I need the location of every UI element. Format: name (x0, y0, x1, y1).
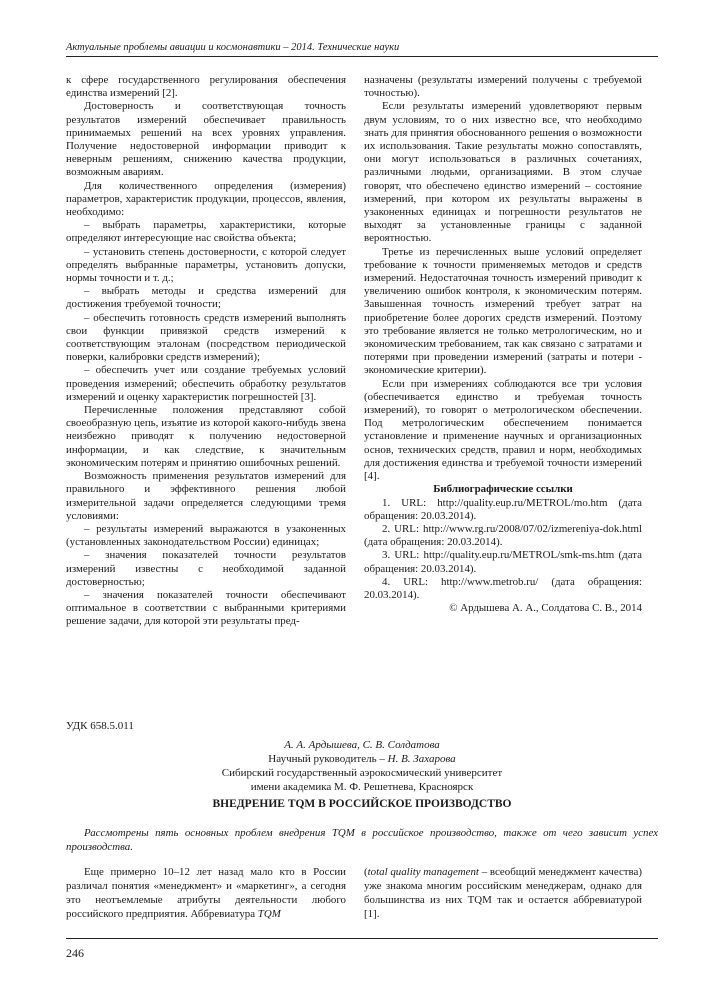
paragraph: Третье из перечисленных выше условий определяет требование к точности применяемых методов и средств измерений. Недостаточная точность измерений приводит к увеличению ошибок контроля, к экономическим потерям. Завышенная точность измерений требует затрат на приобретение более дорогих средств измерений. Поэтому это требование является не только метрологическим, но и экономическим требованием, так как связано с затратами и потерями при проведении измерений (затраты и потери - экономические критерии). (364, 245, 642, 377)
supervisor-name: Н. В. Захарова (387, 753, 456, 765)
bibliography-item: 1. URL: http://quality.eup.ru/METROL/mo.htm (дата обращения: 20.03.2014). (364, 496, 642, 522)
right-column (364, 74, 642, 615)
footer-rule (66, 938, 658, 939)
tqm-term: TQM (257, 908, 281, 920)
paragraph: Достоверность и соответствующая точность результатов измерений обеспечивает правильность принимаемых решений на всех уровнях управления. Получение недостоверной информации приводит к неверным решениям, снижению качества продукции, возможным авариям. (66, 100, 346, 179)
author-block (66, 738, 658, 794)
affiliation-line-1: Сибирский государственный аэрокосмический университет (221, 767, 503, 779)
paragraph: – выбрать параметры, характеристики, которые определяют интересующие нас свойства объекта; (66, 219, 346, 245)
paragraph: – установить степень достоверности, с которой следует определять выбранные параметры, установить допуски, нормы точности и т. д.; (66, 245, 346, 285)
copyright: © Ардышева А. А., Солдатова С. В., 2014 (449, 602, 642, 615)
page-number: 246 (66, 946, 84, 960)
paragraph: Возможность применения результатов измерений для правильного и эффективного решения любой измерительной задачи определяется следующими тремя условиями: (66, 470, 346, 522)
intro-right: (total quality management – всеобщий менеджмент качества) уже знакома многим российским менеджерам, однако для большинства из них TQM так и остается аббревиатурой [1]. (364, 866, 643, 920)
bibliography-item: 3. URL: http://quality.eup.ru/METROL/smk-ms.htm (дата обращения: 20.03.2014). (364, 549, 642, 575)
article-title: ВНЕДРЕНИЕ TQM В РОССИЙСКОЕ ПРОИЗВОДСТВО (212, 798, 512, 810)
bibliography-title: Библиографические ссылки (433, 483, 573, 496)
abstract: Рассмотрены пять основных проблем внедрения TQM в российское производство, также от чего зависит успех производства. (66, 827, 658, 853)
paragraph: – значения показателей точности результатов измерений известны с необходимой заданной достоверностью; (66, 549, 346, 588)
authors: А. А. Ардышева, С. В. Солдатова (284, 739, 440, 751)
left-column (66, 74, 346, 629)
bibliography-item: 2. URL: http://www.rg.ru/2008/07/02/izmereniya-dok.html (дата обращения: 20.03.2014). (364, 522, 642, 549)
paragraph: Если при измерениях соблюдаются все три условия (обеспечивается единство и требуемая точность измерений), то говорят о метрологическом обеспечении. Под метрологическим обеспечением понимается установление и применение научных и организационных основ, технических средств, правил и норм, необходимых для достижения единства и требуемой точности измерений [4]. (364, 377, 642, 483)
paragraph: – обеспечить учет или создание требуемых условий проведения измерений; обеспечить обработку результатов измерений и оценку характеристик погрешностей [3]. (66, 364, 346, 403)
running-header: Актуальные проблемы авиации и космонавтики – 2014. Технические науки (66, 42, 658, 57)
paragraph: Перечисленные положения представляют собой своеобразную цепь, изъятие из которой какого-нибудь звена неизбежно приводят к получению недостоверной информации, и как следствие, к значительным экономическим потерям и принятию ошибочных решений. (66, 404, 346, 469)
paragraph: – выбрать методы и средства измерений для достижения требуемой точности; (66, 285, 346, 311)
paragraph: – обеспечить готовность средств измерений выполнять свои функции привязкой средств измерений к соответствующим эталонам (посредством периодической поверки, калибровки средств измерений); (66, 311, 346, 364)
intro-term: total quality management (367, 866, 479, 878)
paragraph: к сфере государственного регулирования обеспечения единства измерений [2]. (66, 74, 346, 100)
paragraph: – значения показателей точности обеспечивают оптимальное в соответствии с выбранными критериями решение задачи, для которой эти результаты пред- (66, 588, 346, 628)
paragraph: назначены (результаты измерений получены с требуемой точностью). (364, 74, 642, 100)
paragraph: Для количественного определения (измерения) параметров, характеристик продукции, процессов, явления, необходимо: (66, 179, 346, 219)
supervisor: Научный руководитель – Н. В. Захарова (268, 753, 456, 765)
affiliation-line-2: имени академика М. Ф. Решетнева, Красноярск (250, 781, 474, 793)
udk-code: УДК 658.5.011 (66, 720, 134, 732)
intro-left: Еще примерно 10–12 лет назад мало кто в России различал понятия «менеджмент» и «маркетинг», а сегодня это неотъемлемые атрибуты деятельности любого российского предприятия. Аббревиатура TQM (66, 866, 346, 920)
paragraph: – результаты измерений выражаются в узаконенных (установленных законодательством России) единицах; (66, 522, 346, 549)
paragraph: Если результаты измерений удовлетворяют первым двум условиям, то о них известно все, что необходимо знать для принятия обоснованного решения о возможности их использования. Такие результаты можно сопоставлять, они могут использоваться в различных сочетаниях, различными людьми, организациями. В этом случае говорят, что обеспечено единство измерений – состояние измерений, при котором их результаты выражены в узаконенных единицах и погрешности результатов не выходят за установленные границы с заданной вероятностью. (364, 100, 642, 245)
bibliography-item: 4. URL: http://www.metrob.ru/ (дата обращения: 20.03.2014). (364, 575, 642, 601)
